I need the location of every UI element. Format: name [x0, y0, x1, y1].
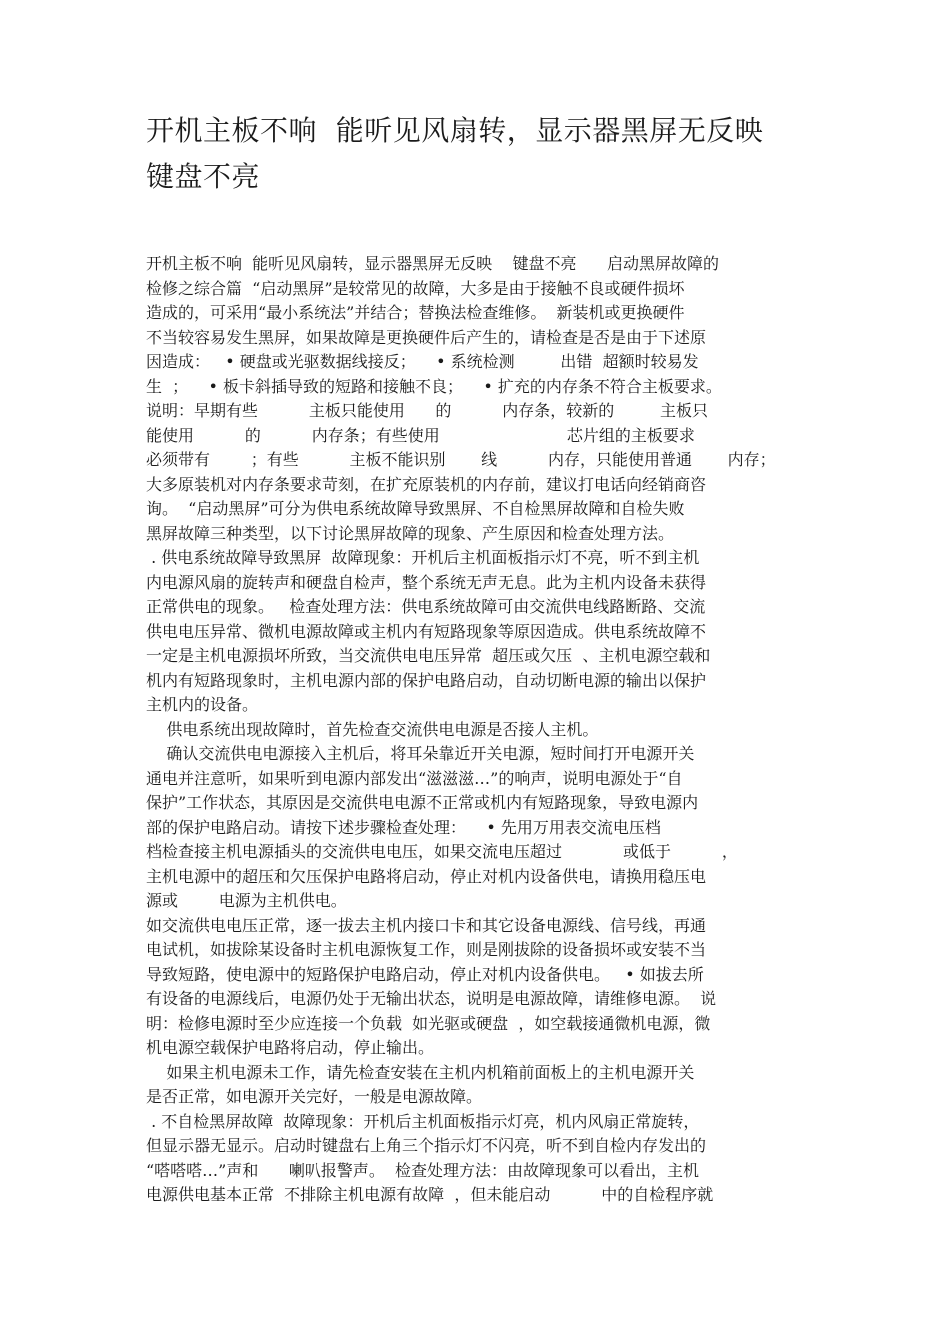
body-line: 机内有短路现象时，主机电源内部的保护电路启动，自动切断电源的输出以保护	[146, 670, 707, 690]
body-line: 档检查接主机电源插头的交流供电电压，如果交流电压超过 或低于 ，	[146, 842, 738, 861]
body-line: 必须带有 ；有些 主板不能识别 线 内存，只能使用普通 内存；	[146, 450, 776, 469]
body-line: 导致短路，使电源中的短路保护电路启动，停止对机内设备供电。 • 如拔去所	[146, 964, 704, 984]
body-line: 询。 “启动黑屏”可分为供电系统故障导致黑屏、不自检黑屏故障和自检失败	[146, 499, 685, 518]
body-line: 一定是主机电源损坏所致，当交流供电电压异常 超压或欠压 、主机电源空载和	[146, 646, 711, 665]
body-line: . 不自检黑屏故障 故障现象：开机后主机面板指示灯亮，机内风扇正常旋转，	[146, 1111, 700, 1131]
body-line: 是否正常，如电源开关完好，一般是电源故障。	[146, 1087, 483, 1106]
body-line: 大多原装机对内存条要求苛刻，在扩充原装机的内存前，建议打电话向经销商咨	[146, 474, 707, 494]
body-line: 部的保护电路启动。请按下述步骤检查处理： • 先用万用表交流电压档	[146, 817, 661, 837]
body-line: 明：检修电源时至少应连接一个负载 如光驱或硬盘 ，如空载接通微机电源，微	[146, 1013, 711, 1033]
body-line: 开机主板不响 能听见风扇转，显示器黑屏无反映 键盘不亮 启动黑屏故障的	[146, 254, 720, 273]
body-line: 电源供电基本正常 不排除主机电源有故障 ，但未能启动 中的自检程序就	[146, 1185, 714, 1204]
document-title	[146, 108, 810, 200]
body-line: 正常供电的现象。 检查处理方法：供电系统故障可由交流供电线路断路、交流	[146, 597, 706, 616]
body-line: 生 ； • 板卡斜插导致的短路和接触不良； • 扩充的内存条不符合主板要求。	[146, 376, 722, 396]
body-line: 如交流供电电压正常，逐一拔去主机内接口卡和其它设备电源线、信号线，再通	[146, 915, 707, 935]
body-line: . 供电系统故障导致黑屏 故障现象：开机后主机面板指示灯不亮，听不到主机	[146, 548, 700, 567]
body-line: 能使用 的 内存条；有些使用 芯片组的主板要求	[146, 425, 695, 445]
title-line-1: 开机主板不响 能听见风扇转，显示器黑屏无反映	[146, 114, 764, 147]
document-page	[146, 108, 810, 1208]
body-line: 造成的，可采用“最小系统法”并结合；替换法检查维修。 新装机或更换硬件	[146, 303, 685, 322]
body-line: 说明：早期有些 主板只能使用 的 内存条，较新的 主板只	[146, 401, 709, 420]
body-line: 不当较容易发生黑屏，如果故障是更换硬件后产生的，请检查是否是由于下述原	[146, 327, 707, 347]
body-line: 通电并注意听，如果听到电源内部发出“滋滋滋…”的响声，说明电源处于“自	[146, 768, 683, 788]
body-line: 源或 电源为主机供电。	[146, 891, 347, 910]
body-line: 黑屏故障三种类型，以下讨论黑屏故障的现象、产生原因和检查处理方法。	[146, 523, 675, 543]
body-line: 有设备的电源线后，电源仍处于无输出状态，说明是电源故障，请维修电源。 说	[146, 989, 717, 1008]
body-line: 确认交流供电电源接入主机后，将耳朵靠近开关电源，短时间打开电源开关	[146, 744, 695, 763]
body-line: 内电源风扇的旋转声和硬盘自检声，整个系统无声无息。此为主机内设备未获得	[146, 572, 707, 592]
body-line: 保护”工作状态，其原因是交流供电电源不正常或机内有短路现象，导致电源内	[146, 793, 699, 812]
body-line: 电试机，如拔除某设备时主机电源恢复工作，则是刚拔除的设备损坏或安装不当	[146, 940, 707, 959]
body-line: “嗒嗒嗒…”声和 喇叭报警声。 检查处理方法：由故障现象可以看出，主机	[146, 1160, 700, 1180]
body-line: 供电电压异常、微机电源故障或主机内有短路现象等原因造成。供电系统故障不	[146, 621, 707, 641]
body-line: 检修之综合篇 “启动黑屏”是较常见的故障，大多是由于接触不良或硬件损坏	[146, 278, 685, 298]
body-line: 如果主机电源未工作，请先检查安装在主机内机箱前面板上的主机电源开关	[146, 1062, 695, 1082]
body-line: 供电系统出现故障时，首先检查交流供电电源是否接人主机。	[146, 719, 599, 739]
body-line: 但显示器无显示。启动时键盘右上角三个指示灯不闪亮，听不到自检内存发出的	[146, 1136, 707, 1155]
body-line: 因造成： • 硬盘或光驱数据线接反； • 系统检测 出错 超额时较易发	[146, 352, 699, 371]
title-line-2: 键盘不亮	[146, 160, 261, 193]
document-body	[146, 252, 810, 1208]
body-line: 机电源空载保护电路将启动，停止输出。	[146, 1038, 435, 1057]
body-line: 主机电源中的超压和欠压保护电路将启动，停止对机内设备供电，请换用稳压电	[146, 866, 707, 886]
body-line: 主机内的设备。	[146, 695, 259, 714]
